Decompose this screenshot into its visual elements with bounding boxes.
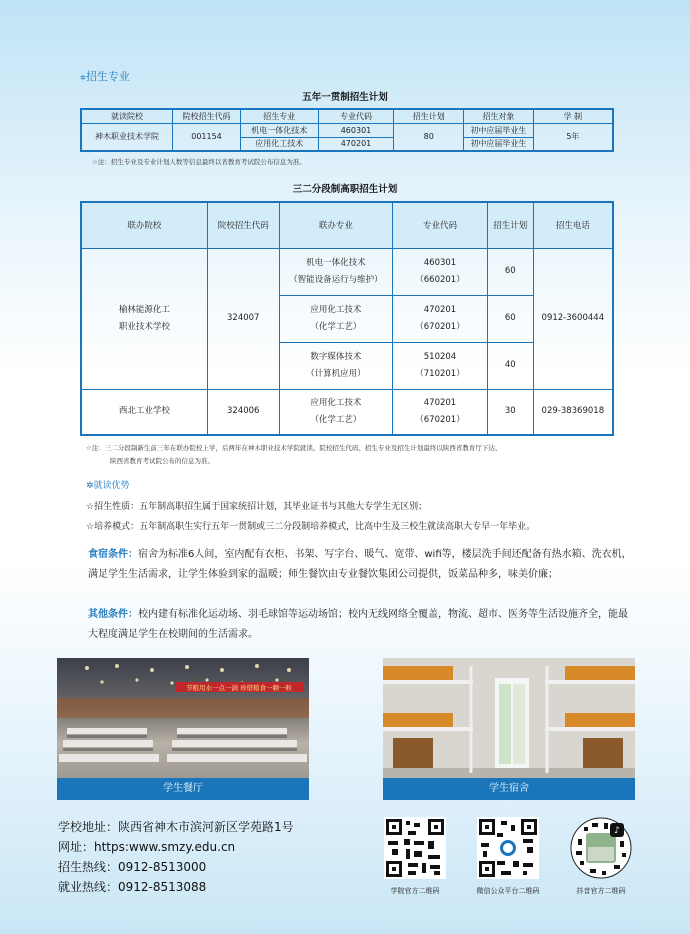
major-code2: （670201） [415, 321, 465, 332]
wechat-qr-caption: 微信公众平台二维码 [476, 887, 540, 895]
major-sub: （化学工艺） [310, 414, 362, 425]
major-code: 510204 [423, 351, 457, 362]
table-header: 招生计划 [394, 109, 464, 123]
school-website[interactable]: 网址：https:www.smzy.edu.cn [58, 840, 236, 854]
table2-note-line1: ☆注：三二分段制新生前三年在联办院校上学，后两年在神木职业技术学院就读。院校招生代码、招生专业及招生计划最终以陕西省教育厅下达、 [86, 444, 502, 452]
major-code-cell: 470201 [318, 137, 394, 151]
table-header-row [81, 109, 613, 123]
advantage-item: ☆招生性质：五年制高职招生属于国家统招计划，其毕业证书与其他大专学生无区别； [86, 502, 428, 512]
douyin-qr-code[interactable] [570, 817, 632, 879]
dorm-conditions [88, 545, 633, 585]
svg-text:♪: ♪ [614, 826, 620, 836]
section-heading: ✲招生专业 [80, 70, 130, 83]
school-code-cell: 324007 [207, 248, 279, 389]
table-row [81, 248, 613, 295]
major-cell [279, 342, 392, 389]
major-code2: （670201） [415, 414, 465, 425]
dorm-photo [383, 658, 635, 800]
major-name: 应用化工技术 [310, 304, 362, 315]
table-header: 院校招生代码 [173, 109, 241, 123]
canteen-photo [57, 658, 309, 800]
major-cell [279, 389, 392, 435]
major-code-cell [393, 342, 488, 389]
table1-note: ☆注：招生专业及专业计划人数等信息最终以省教育考试院公布信息为准。 [92, 158, 306, 166]
table-header: 招生电话 [533, 202, 613, 248]
major-code: 470201 [423, 397, 457, 408]
school-address: 学校地址：陕西省神木市滨河新区学苑路1号 [58, 820, 294, 834]
dorm-text: 宿舍为标准6人间，室内配有衣柜、书架、写字台、暖气、宽带、wifi等，楼层洗手间还配备有热水箱、洗衣机，满足学生生活需求，让学生体验到家的温暖；师生餐饮由专业餐饮集团公司提供，饭菜品种多，味美价廉； [88, 549, 632, 580]
employment-hotline: 就业热线：0912-8513088 [58, 880, 207, 894]
douyin-qr-caption: 抖音官方二维码 [576, 887, 626, 895]
other-text: 校内建有标准化运动场、羽毛球馆等运动场馆；校内无线网络全覆盖，物流、超市、医务等生活设施齐全，能最大程度满足学生在校期间的生活需求。 [88, 609, 628, 640]
major-code-cell [393, 248, 488, 295]
table-header: 学 制 [533, 109, 613, 123]
other-label: 其他条件： [88, 609, 138, 620]
phone-cell: 0912-3600444 [533, 248, 613, 389]
school-cell [81, 248, 207, 389]
plan-cell: 60 [487, 295, 533, 342]
major-sub: （计算机应用） [306, 368, 366, 379]
college-qr-caption: 学院官方二维码 [390, 887, 440, 895]
major-name: 机电一体化技术 [306, 257, 366, 268]
advantages-heading: ✲就读优势 [86, 481, 130, 491]
five-year-plan-table [80, 108, 614, 152]
major-cell: 应用化工技术 [240, 137, 318, 151]
major-code-cell [393, 295, 488, 342]
plan-cell: 30 [487, 389, 533, 435]
major-cell [279, 295, 392, 342]
table-row [81, 123, 613, 137]
dorm-label: 食宿条件： [88, 549, 138, 560]
school-cell: 神木职业技术学院 [81, 123, 173, 151]
table-header-row [81, 202, 613, 248]
douyin-qr-icon [570, 817, 632, 879]
major-code-cell [393, 389, 488, 435]
admission-hotline: 招生热线：0912-8513000 [58, 860, 207, 874]
gear-bullet-icon: ✲ [80, 74, 86, 82]
major-sub: （化学工艺） [310, 321, 362, 332]
table-row [81, 389, 613, 435]
school-code-cell: 324006 [207, 389, 279, 435]
major-cell [279, 248, 392, 295]
duration-cell: 5年 [533, 123, 613, 151]
major-cell: 机电一体化技术 [240, 123, 318, 137]
major-code: 470201 [423, 304, 457, 315]
table-header: 招生对象 [464, 109, 534, 123]
gear-bullet-icon: ✲ [86, 481, 94, 491]
major-code: 460301 [423, 257, 457, 268]
school-code-cell: 001154 [173, 123, 241, 151]
target-cell: 初中应届毕业生 [464, 123, 534, 137]
college-qr-code[interactable] [384, 817, 446, 879]
school-cell: 西北工业学校 [81, 389, 207, 435]
plan-cell: 60 [487, 248, 533, 295]
advantage-item: ☆培养模式：五年制高职生实行五年一贯制或三二分段制培养模式，比高中生及三校生就读高职大专早一年毕业。 [86, 522, 536, 532]
major-code-cell: 460301 [318, 123, 394, 137]
three-two-plan-table [80, 201, 614, 436]
table2-note-line2: 陕西省教育考试院公布的信息为准。 [110, 457, 214, 465]
table-header: 就读院校 [81, 109, 173, 123]
school-name-line1: 榆林能源化工 [118, 304, 170, 315]
table-header: 专业代码 [318, 109, 394, 123]
major-sub: （智能设备运行与维护） [289, 274, 383, 285]
table1-title: 五年一贯制招生计划 [302, 92, 388, 103]
other-conditions [88, 605, 633, 645]
major-name: 数字媒体技术 [310, 351, 362, 362]
plan-cell: 40 [487, 342, 533, 389]
school-name-line2: 职业技术学校 [118, 321, 170, 332]
table-header: 招生计划 [487, 202, 533, 248]
table-header: 联办院校 [81, 202, 207, 248]
phone-cell: 029-38369018 [533, 389, 613, 435]
qr-code-icon [477, 817, 539, 879]
table-header: 专业代码 [393, 202, 488, 248]
plan-cell: 80 [394, 123, 464, 151]
target-cell: 初中应届毕业生 [464, 137, 534, 151]
qr-code-icon [384, 817, 446, 879]
major-name: 应用化工技术 [310, 397, 362, 408]
table2-title: 三二分段制高职招生计划 [292, 184, 398, 195]
major-code2: （710201） [415, 368, 465, 379]
canteen-banner-text: 节粮用水一点一滴 珍惜粮食一颗一粒 [185, 684, 293, 692]
canteen-caption: 学生餐厅 [57, 778, 309, 800]
dorm-caption: 学生宿舍 [383, 778, 635, 800]
major-code2: （660201） [415, 274, 465, 285]
table-header: 院校招生代码 [207, 202, 279, 248]
table-header: 招生专业 [240, 109, 318, 123]
wechat-qr-code[interactable] [477, 817, 539, 879]
table-header: 联办专业 [279, 202, 392, 248]
